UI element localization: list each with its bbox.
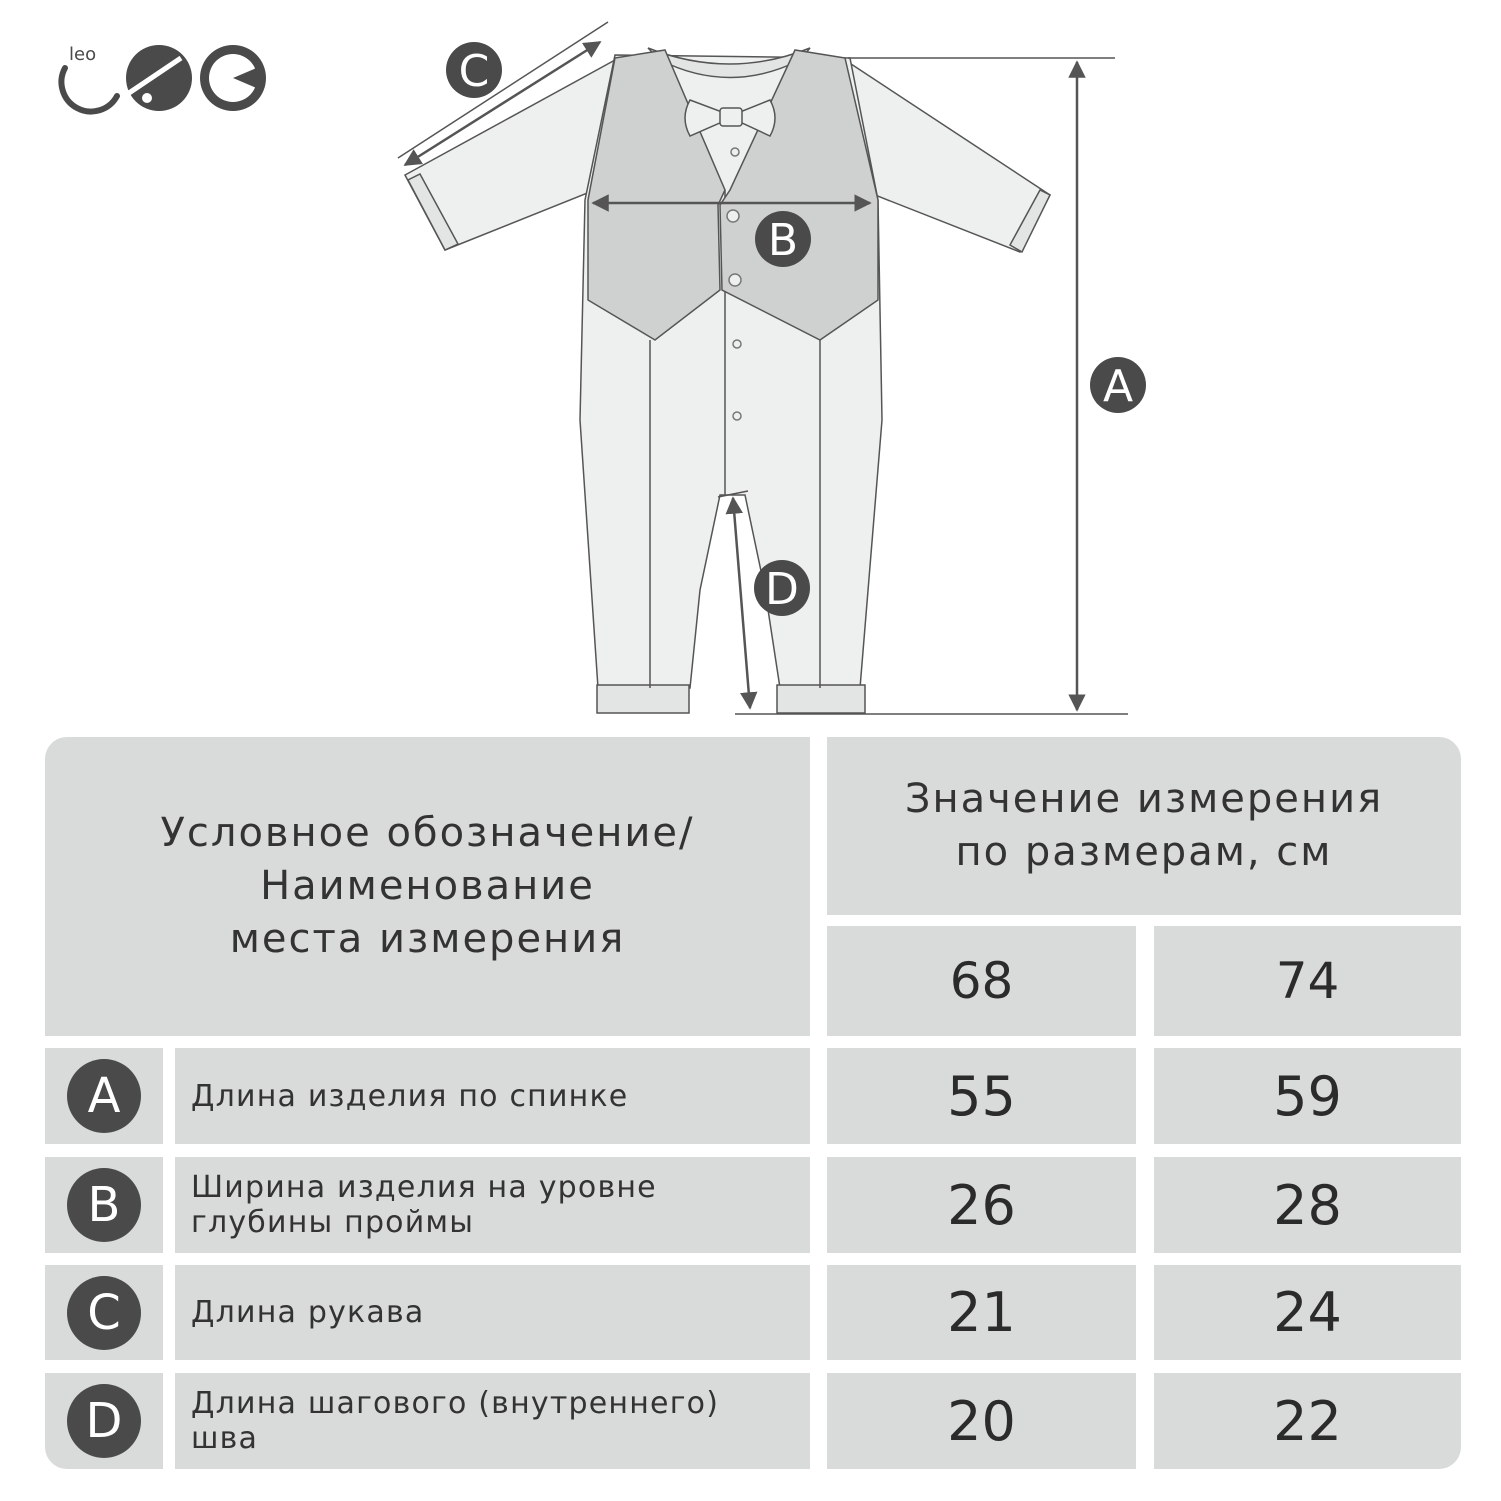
header-designation xyxy=(45,737,810,1036)
row-a-name: Длина изделия по спинке xyxy=(175,1048,810,1144)
row-a-value-68: 55 xyxy=(827,1048,1136,1144)
header-measurement-value xyxy=(827,737,1461,915)
header-right-line: Значение измерения xyxy=(904,776,1384,822)
row-d-value-68: 20 xyxy=(827,1373,1136,1469)
badge-a: A xyxy=(67,1059,141,1133)
svg-text:C: C xyxy=(458,46,490,97)
brand-logo xyxy=(55,38,275,118)
row-c-code xyxy=(45,1265,163,1360)
figure-marker-d xyxy=(754,560,810,616)
row-b-value-68: 26 xyxy=(827,1157,1136,1253)
size-header-68: 68 xyxy=(827,926,1136,1036)
row-c-name: Длина рукава xyxy=(175,1265,810,1360)
svg-text:D: D xyxy=(765,564,799,615)
row-b-value-74: 28 xyxy=(1154,1157,1461,1253)
badge-c: C xyxy=(67,1276,141,1350)
row-d-name: Длина шагового (внутреннего) шва xyxy=(175,1373,810,1469)
header-left-line: места измерения xyxy=(229,916,626,962)
garment-diagram xyxy=(380,20,1160,730)
row-d-value-74: 22 xyxy=(1154,1373,1461,1469)
figure-marker-c xyxy=(446,42,502,98)
figure-marker-b xyxy=(755,211,811,267)
row-a-code xyxy=(45,1048,163,1144)
row-d-code xyxy=(45,1373,163,1469)
header-right-line: по размерам, см xyxy=(955,829,1333,875)
row-b-name: Ширина изделия на уровне глубины проймы xyxy=(175,1157,810,1253)
badge-b: B xyxy=(67,1168,141,1242)
row-c-value-74: 24 xyxy=(1154,1265,1461,1360)
garment-body xyxy=(405,48,1050,713)
svg-text:B: B xyxy=(767,215,799,266)
figure-marker-a xyxy=(1090,357,1146,413)
badge-d: D xyxy=(67,1384,141,1458)
size-header-74: 74 xyxy=(1154,926,1461,1036)
row-c-value-68: 21 xyxy=(827,1265,1136,1360)
row-a-value-74: 59 xyxy=(1154,1048,1461,1144)
header-left-line: Наименование xyxy=(260,863,595,909)
header-left-line: Условное обозначение/ xyxy=(160,810,695,856)
row-b-code xyxy=(45,1157,163,1253)
svg-text:A: A xyxy=(1102,361,1134,412)
logo-small-text: leo xyxy=(69,44,97,65)
